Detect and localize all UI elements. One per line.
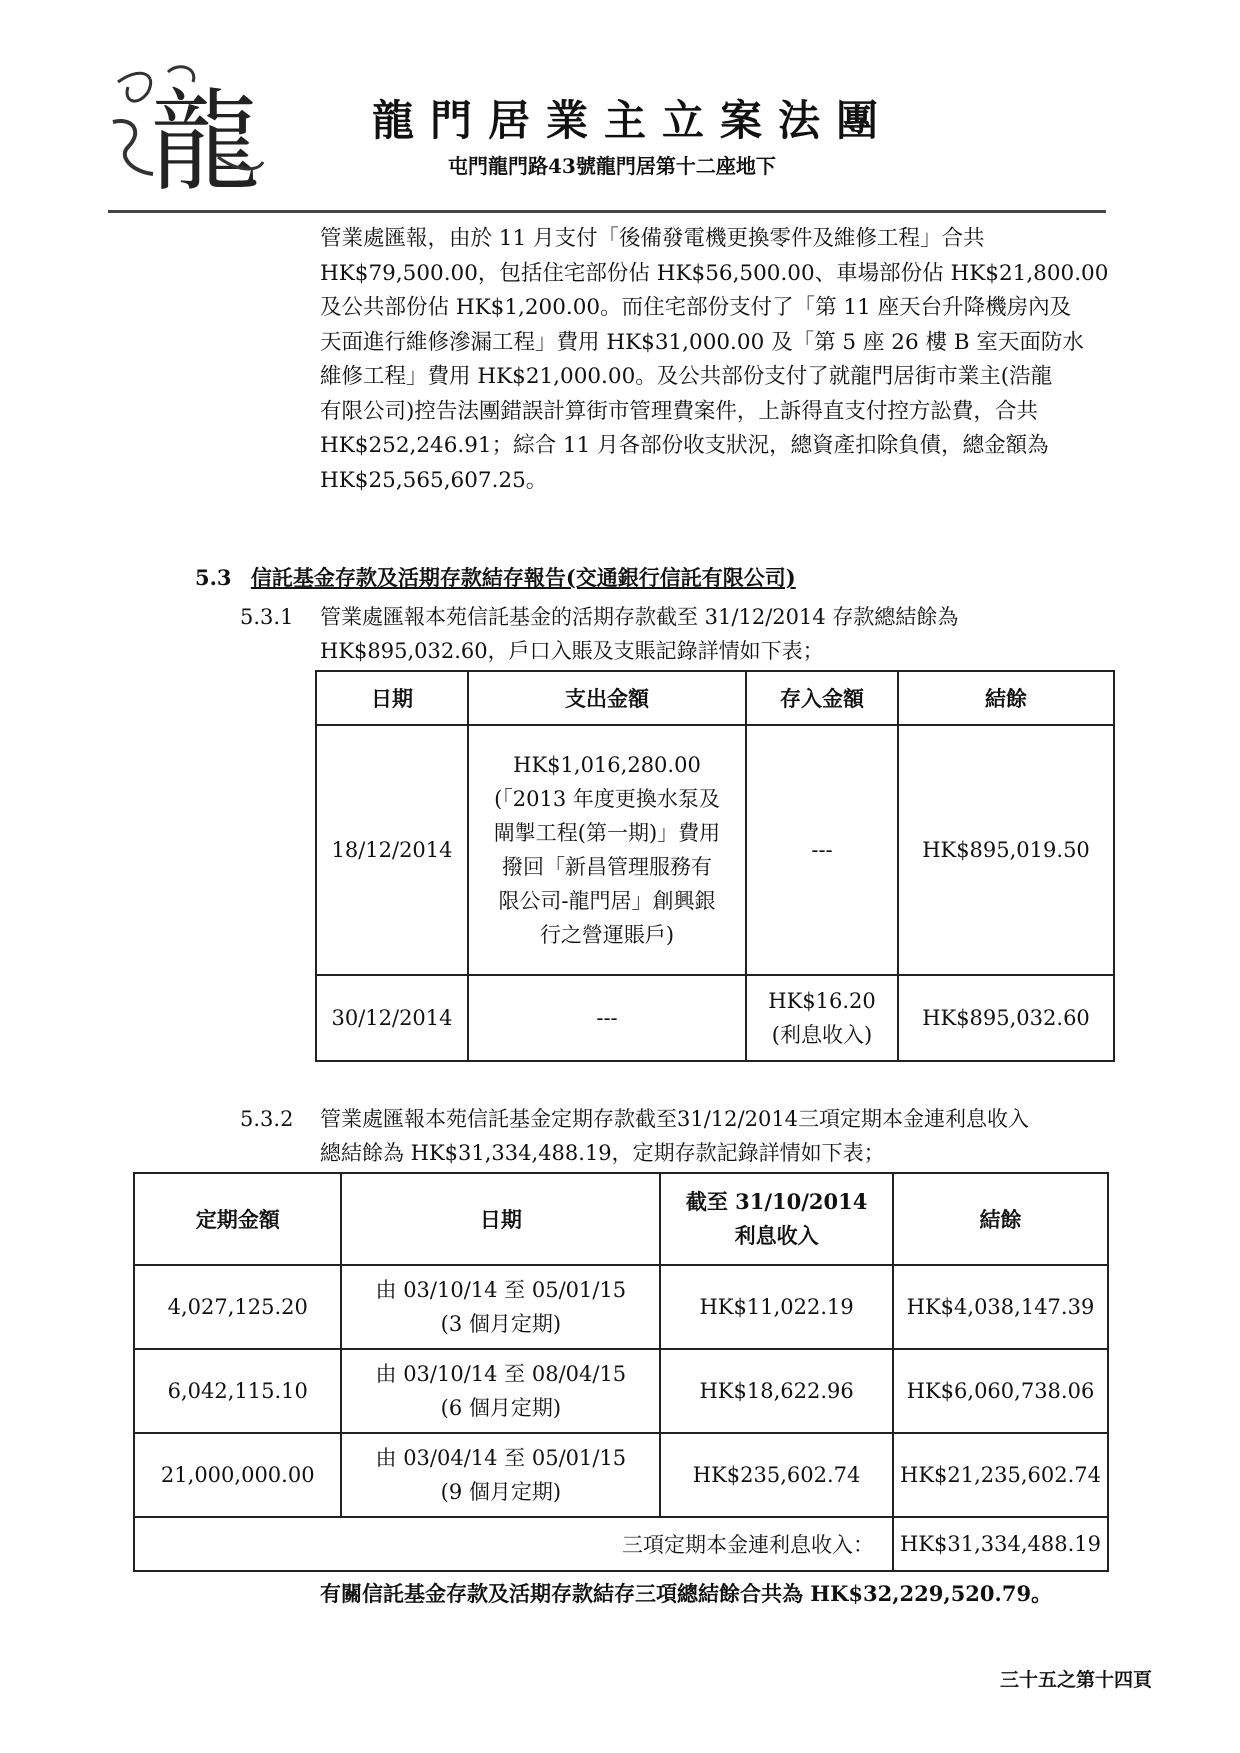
table-cell: 18/12/2014 bbox=[316, 725, 468, 975]
subsection-line: 管業處匯報本苑信託基金定期存款截至31/12/2014三項定期本金連利息收入 bbox=[320, 1107, 1030, 1131]
dragon-logo bbox=[108, 62, 268, 192]
current-account-table bbox=[315, 670, 1115, 1062]
table-cell: HK$21,235,602.74 bbox=[893, 1433, 1108, 1517]
table-cell: 30/12/2014 bbox=[316, 975, 468, 1061]
paragraph-line: HK$79,500.00，包括住宅部份佔 HK$56,500.00、車場部份佔 HK$21,800.00 bbox=[320, 260, 1109, 286]
table-header: 日期 bbox=[316, 671, 468, 725]
paragraph-line: 及公共部份佔 HK$1,200.00。而住宅部份支付了「第 11 座天台升降機房內及 bbox=[320, 295, 1072, 320]
table-cell: --- bbox=[468, 975, 746, 1061]
table-header: 定期金額 bbox=[134, 1173, 341, 1265]
total-value: HK$31,334,488.19 bbox=[893, 1517, 1108, 1571]
table-cell: 由 03/10/14 至 08/04/15 (6 個月定期) bbox=[341, 1349, 660, 1433]
report-paragraph bbox=[320, 222, 1140, 498]
paragraph-line: 管業處匯報，由於 11 月支付「後備發電機更換零件及維修工程」合共 bbox=[320, 226, 985, 251]
table-row bbox=[134, 1433, 1108, 1517]
table-cell: 21,000,000.00 bbox=[134, 1433, 341, 1517]
table-row bbox=[316, 975, 1114, 1061]
subsection-line: 總結餘為 HK$31,334,488.19，定期存款記錄詳情如下表； bbox=[320, 1141, 885, 1165]
table-cell: HK$18,622.96 bbox=[660, 1349, 893, 1433]
table-cell: HK$895,019.50 bbox=[898, 725, 1114, 975]
table-header: 日期 bbox=[341, 1173, 660, 1265]
summary-statement: 有關信託基金存款及活期存款結存三項總結餘合共為 HK$32,229,520.79。 bbox=[320, 1581, 1053, 1606]
org-name: 龍門居業主立案法團 bbox=[372, 96, 895, 145]
header-divider bbox=[108, 210, 1106, 213]
table-cell: 6,042,115.10 bbox=[134, 1349, 341, 1433]
table-cell: HK$1,016,280.00 (「2013 年度更換水泵及 閘掣工程(第一期)」費用 撥回「新昌管理服務有 限公司-龍門居」創興銀 行之營運賬戶) bbox=[468, 725, 746, 975]
table-header: 結餘 bbox=[893, 1173, 1108, 1265]
table-cell: 由 03/04/14 至 05/01/15 (9 個月定期) bbox=[341, 1433, 660, 1517]
table-cell: HK$895,032.60 bbox=[898, 975, 1114, 1061]
paragraph-line: HK$25,565,607.25。 bbox=[320, 467, 548, 493]
table-cell: --- bbox=[746, 725, 898, 975]
org-address: 屯門龍門路43號龍門居第十二座地下 bbox=[448, 154, 776, 178]
table-row bbox=[134, 1349, 1108, 1433]
page-number: 三十五之第十四頁 bbox=[1000, 1669, 1153, 1691]
section-number: 5.3 bbox=[195, 565, 232, 590]
total-label: 三項定期本金連利息收入： bbox=[134, 1517, 893, 1571]
table-header: 結餘 bbox=[898, 671, 1114, 725]
table-header: 截至 31/10/2014 利息收入 bbox=[660, 1173, 893, 1265]
table-cell: HK$4,038,147.39 bbox=[893, 1265, 1108, 1349]
table-cell: HK$16.20 (利息收入) bbox=[746, 975, 898, 1061]
table-cell: HK$235,602.74 bbox=[660, 1433, 893, 1517]
table-cell: 4,027,125.20 bbox=[134, 1265, 341, 1349]
table-header: 支出金額 bbox=[468, 671, 746, 725]
section-title: 信託基金存款及活期存款結存報告(交通銀行信託有限公司) bbox=[250, 565, 796, 590]
subsection-line: 管業處匯報本苑信託基金的活期存款截至 31/12/2014 存款總結餘為 bbox=[320, 605, 959, 629]
table-row bbox=[316, 725, 1114, 975]
table-total-row bbox=[134, 1517, 1108, 1571]
table-cell: HK$11,022.19 bbox=[660, 1265, 893, 1349]
paragraph-line: 維修工程」費用 HK$21,000.00。及公共部份支付了就龍門居街市業主(浩龍 bbox=[320, 364, 1053, 389]
table-cell: HK$6,060,738.06 bbox=[893, 1349, 1108, 1433]
paragraph-line: 有限公司)控告法團錯誤計算街市管理費案件，上訴得直支付控方訟費，合共 bbox=[320, 398, 1038, 424]
svg-text:龍: 龍 bbox=[150, 78, 260, 192]
paragraph-line: 天面進行維修滲漏工程」費用 HK$31,000.00 及「第 5 座 26 樓 B 室天面防水 bbox=[320, 329, 1084, 355]
paragraph-line: HK$252,246.91；綜合 11 月各部份收支狀況，總資產扣除負債，總金額為 bbox=[320, 433, 1049, 458]
section-heading bbox=[195, 562, 796, 592]
fixed-deposit-table bbox=[133, 1172, 1109, 1572]
table-cell: 由 03/10/14 至 05/01/15 (3 個月定期) bbox=[341, 1265, 660, 1349]
table-row bbox=[134, 1265, 1108, 1349]
subsection-number: 5.3.1 bbox=[240, 605, 294, 629]
subsection-line: HK$895,032.60，戶口入賬及支賬記錄詳情如下表； bbox=[320, 639, 824, 663]
table-header: 存入金額 bbox=[746, 671, 898, 725]
subsection-number: 5.3.2 bbox=[240, 1107, 294, 1131]
